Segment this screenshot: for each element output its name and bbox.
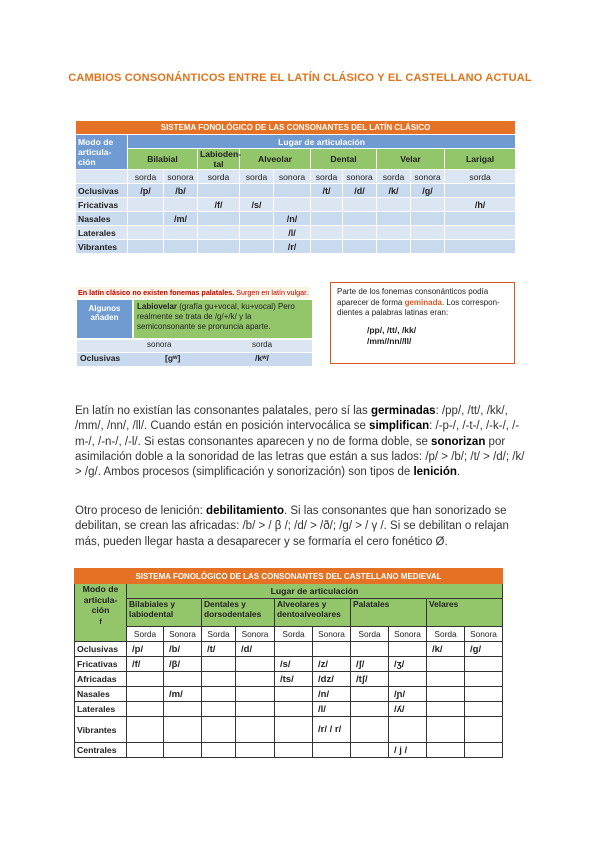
geminate-box: Parte de los fonemas consonánticos podía aparecer de forma geminada. Los correspon-dientes a palabras latinas eran: /pp/, /tt/, /kk/ /mm//nn//ll/: [330, 282, 515, 364]
phoneme-cell: /t/: [311, 184, 343, 198]
voicing-cell: sonora: [274, 170, 311, 184]
voicing-cell: Sonora: [389, 627, 427, 642]
phoneme-cell: /l/: [313, 702, 351, 717]
phoneme-cell: [240, 240, 274, 254]
phoneme-cell: /ʃ/: [351, 657, 389, 672]
phoneme-cell: [127, 672, 164, 687]
phoneme-cell: [465, 657, 503, 672]
phoneme-cell: /n/: [313, 687, 351, 702]
modo-header: Modo de articula-ción f: [75, 584, 127, 642]
phoneme-cell: [313, 743, 351, 758]
phoneme-cell: /t/: [202, 642, 236, 657]
phoneme-cell: [202, 657, 236, 672]
lugar-header: Lugar de articulación: [127, 584, 503, 599]
phoneme-cell: [311, 212, 343, 226]
phoneme-cell: [128, 212, 164, 226]
phoneme-cell: [427, 687, 465, 702]
phoneme-cell: [202, 743, 236, 758]
palatal-note: En latín clásico no existen fonemas palatales. Surgen en latín vulgar.: [78, 288, 309, 297]
phoneme-cell: [411, 240, 445, 254]
phoneme-cell: [311, 198, 343, 212]
phoneme-cell: [427, 702, 465, 717]
phoneme-cell: [275, 743, 313, 758]
voicing-cell: sorda: [445, 170, 516, 184]
phoneme-cell: [351, 687, 389, 702]
phoneme-cell: /tʃ/: [351, 672, 389, 687]
phoneme-cell: [275, 717, 313, 743]
phoneme-cell: [240, 226, 274, 240]
phoneme-cell: [311, 240, 343, 254]
row-label: Oclusivas: [75, 642, 127, 657]
phoneme-cell: [202, 702, 236, 717]
phoneme-cell: [445, 240, 516, 254]
phoneme-cell: [236, 657, 275, 672]
lugar-header: Lugar de articulación: [128, 135, 516, 149]
row-label: Fricativas: [76, 198, 128, 212]
phoneme-cell: [377, 240, 411, 254]
phoneme-cell: /k/: [377, 184, 411, 198]
place-header: Bilabial: [128, 149, 198, 170]
phoneme-cell: [343, 240, 377, 254]
row-label: Nasales: [76, 212, 128, 226]
medieval-consonant-table: [74, 568, 503, 758]
phoneme-cell: / j /: [389, 743, 427, 758]
phoneme-cell: /g/: [411, 184, 445, 198]
phoneme-cell: [128, 198, 164, 212]
phoneme-cell: [198, 240, 240, 254]
phoneme-cell: [128, 240, 164, 254]
place-header: Alveolar: [240, 149, 311, 170]
phoneme-cell: [202, 687, 236, 702]
place-header: Velar: [377, 149, 445, 170]
row-label: Nasales: [75, 687, 127, 702]
voicing-cell: sonora: [164, 170, 198, 184]
labiovelar-box: [77, 300, 312, 366]
phoneme-cell: [240, 212, 274, 226]
voicing-cell: Sonora: [465, 627, 503, 642]
geminate-list-2: /mm//nn//ll/: [367, 335, 412, 346]
phoneme-cell: /s/: [275, 657, 313, 672]
phoneme-cell: [465, 743, 503, 758]
phoneme-cell: [127, 687, 164, 702]
row-label: Laterales: [76, 226, 128, 240]
phoneme-cell: [240, 184, 274, 198]
phoneme-cell: /g/: [465, 642, 503, 657]
phoneme-cell: [164, 198, 198, 212]
phoneme-cell: [311, 226, 343, 240]
place-header: Alveolares y dentoalveolares: [275, 599, 351, 627]
phoneme-cell: /dz/: [313, 672, 351, 687]
phoneme-cell: [236, 717, 275, 743]
voicing-cell: Sonora: [164, 627, 202, 642]
row-label: Centrales: [75, 743, 127, 758]
phoneme-cell: [164, 717, 202, 743]
phoneme-cell: /m/: [164, 687, 202, 702]
row-label: Fricativas: [75, 657, 127, 672]
phoneme-cell: /m/: [164, 212, 198, 226]
phoneme-cell: [127, 702, 164, 717]
phoneme-cell: /s/: [240, 198, 274, 212]
voicing-cell: Sorda: [351, 627, 389, 642]
phoneme-cell: [202, 672, 236, 687]
phoneme-cell: [127, 717, 164, 743]
phoneme-cell: [465, 702, 503, 717]
phoneme-cell: [275, 702, 313, 717]
phoneme-cell: [389, 642, 427, 657]
phoneme-cell: [198, 184, 240, 198]
phoneme-cell: [343, 226, 377, 240]
voicing-cell: Sorda: [127, 627, 164, 642]
place-header: Velares: [427, 599, 503, 627]
place-header: Larigal: [445, 149, 516, 170]
place-header: Dentales y dorsodentales: [202, 599, 275, 627]
phoneme-cell: /r/: [274, 240, 311, 254]
place-header: Palatales: [351, 599, 427, 627]
phoneme-cell: /ʒ/: [389, 657, 427, 672]
paragraph-debilitamiento: Otro proceso de lenición: debilitamiento. Si las consonantes que han sonorizado se debilitan, se crean las africadas: /b/ > / β /; /d/ > /ð/; /g/ > / γ /. Si se debilitan o relajan más, pueden llegar hasta a desaparecer y se formaría el cero fonético Ø.: [75, 505, 509, 548]
row-label: Vibrantes: [75, 717, 127, 743]
phoneme-cell: /β/: [164, 657, 202, 672]
phoneme-cell: [445, 212, 516, 226]
phoneme-cell: [236, 687, 275, 702]
phoneme-cell: [411, 212, 445, 226]
phoneme-cell: [275, 687, 313, 702]
phoneme-cell: /l/: [274, 226, 311, 240]
phoneme-cell: [445, 184, 516, 198]
phoneme-cell: /p/: [128, 184, 164, 198]
phoneme-cell: [389, 672, 427, 687]
phoneme-cell: [164, 240, 198, 254]
phoneme-cell: /z/: [313, 657, 351, 672]
voicing-cell: sorda: [377, 170, 411, 184]
phoneme-cell: [389, 717, 427, 743]
phoneme-cell: [427, 717, 465, 743]
phoneme-cell: [236, 702, 275, 717]
phoneme-cell: [236, 743, 275, 758]
phoneme-cell: [343, 198, 377, 212]
phoneme-cell: [164, 226, 198, 240]
phoneme-cell: /n/: [274, 212, 311, 226]
voicing-cell: Sonora: [236, 627, 275, 642]
voicing-cell: Sonora: [313, 627, 351, 642]
phoneme-cell: [377, 212, 411, 226]
table-caption: SISTEMA FONOLÓGICO DE LAS CONSONANTES DEL LATÍN CLÁSICO: [76, 121, 516, 135]
phoneme-cell: [445, 226, 516, 240]
phoneme-cell: [377, 198, 411, 212]
phoneme-cell: [198, 226, 240, 240]
phoneme-cell: [274, 198, 311, 212]
phoneme-cell: [351, 743, 389, 758]
voicing-cell: sonora: [411, 170, 445, 184]
phoneme-cell: /r/ / r/: [313, 717, 351, 743]
phoneme-cell: /k/: [427, 642, 465, 657]
voicing-cell: sorda: [240, 170, 274, 184]
geminate-list-1: /pp/, /tt/, /kk/: [367, 324, 417, 335]
phoneme-cell: [343, 212, 377, 226]
phoneme-cell: [427, 672, 465, 687]
phoneme-cell: [377, 226, 411, 240]
phoneme-cell: /f/: [127, 657, 164, 672]
phoneme-cell: [236, 672, 275, 687]
voicing-cell: sorda: [128, 170, 164, 184]
phoneme-cell: [465, 687, 503, 702]
phoneme-cell: [411, 226, 445, 240]
latin-consonant-table: [75, 120, 516, 254]
phoneme-cell: [202, 717, 236, 743]
paragraph-geminadas: En latín no existían las consonantes palatales, pero sí las germinadas: /pp/, /tt/, /kk/, /mm/, /nn/, /ll/. Cuando están en posición intervocálica se simplifican: /-p-/, /-t-/, /-k-/, /-m-/, /-n-/, /-l/. Si estas consonantes aparecen y no de forma doble, se sonorizan por asimilación doble a la sonoridad de las letras que están a sus lados: /p/ > /b/; /t/ > /d/; /k/ > /g/. Ambos procesos (simplificación y sonorización) son tipos de lenición.: [75, 405, 525, 479]
phoneme-cell: [164, 743, 202, 758]
voicing-cell: sorda: [311, 170, 343, 184]
voicing-cell: Sorda: [275, 627, 313, 642]
place-header: Bilabiales y labiodental: [127, 599, 202, 627]
phoneme-cell: /h/: [445, 198, 516, 212]
voicing-cell: Sorda: [427, 627, 465, 642]
phoneme-cell: /d/: [236, 642, 275, 657]
table-caption: SISTEMA FONOLÓGICO DE LAS CONSONANTES DEL CASTELLANO MEDIEVAL: [75, 569, 503, 584]
phoneme-cell: [351, 702, 389, 717]
phoneme-cell: [351, 642, 389, 657]
phoneme-cell: [313, 642, 351, 657]
phoneme-cell: /ts/: [275, 672, 313, 687]
phoneme-cell: [465, 672, 503, 687]
phoneme-cell: [351, 717, 389, 743]
modo-header: Modo de articula-ción: [76, 135, 128, 170]
place-header: Dental: [311, 149, 377, 170]
phoneme-cell: /f/: [198, 198, 240, 212]
phoneme-cell: [411, 198, 445, 212]
phoneme-cell: [427, 657, 465, 672]
phoneme-cell: [275, 642, 313, 657]
phoneme-cell: [274, 184, 311, 198]
added-label: Algunos añaden: [77, 300, 132, 338]
voicing-cell: Sorda: [202, 627, 236, 642]
row-label: Vibrantes: [76, 240, 128, 254]
phoneme-cell: [198, 212, 240, 226]
place-header: Labioden-tal: [198, 149, 240, 170]
phoneme-cell: [128, 226, 164, 240]
voicing-cell: sorda: [198, 170, 240, 184]
row-label: Oclusivas: [76, 184, 128, 198]
page-title: CAMBIOS CONSONÁNTICOS ENTRE EL LATÍN CLÁSICO Y EL CASTELLANO ACTUAL: [68, 72, 532, 84]
phoneme-cell: /p/: [127, 642, 164, 657]
phoneme-cell: [465, 717, 503, 743]
added-voicing-row: sonora sorda: [77, 340, 312, 352]
row-label: Laterales: [75, 702, 127, 717]
phoneme-cell: /b/: [164, 642, 202, 657]
phoneme-cell: [164, 702, 202, 717]
phoneme-cell: /ʎ/: [389, 702, 427, 717]
phoneme-cell: /b/: [164, 184, 198, 198]
added-oclusivas-row: Oclusivas [gʷ] /kʷ/: [77, 353, 312, 366]
phoneme-cell: /ɲ/: [389, 687, 427, 702]
labiovelar-text: Labiovelar (grafía gu+vocal, ku+vocal) Pero realmente se trata de /g/+/k/ y la semiconsonante se pronuncia aparte.: [134, 300, 312, 338]
phoneme-cell: /d/: [343, 184, 377, 198]
phoneme-cell: [427, 743, 465, 758]
voicing-cell: sonora: [343, 170, 377, 184]
phoneme-cell: [164, 672, 202, 687]
row-label: Africadas: [75, 672, 127, 687]
phoneme-cell: [127, 743, 164, 758]
